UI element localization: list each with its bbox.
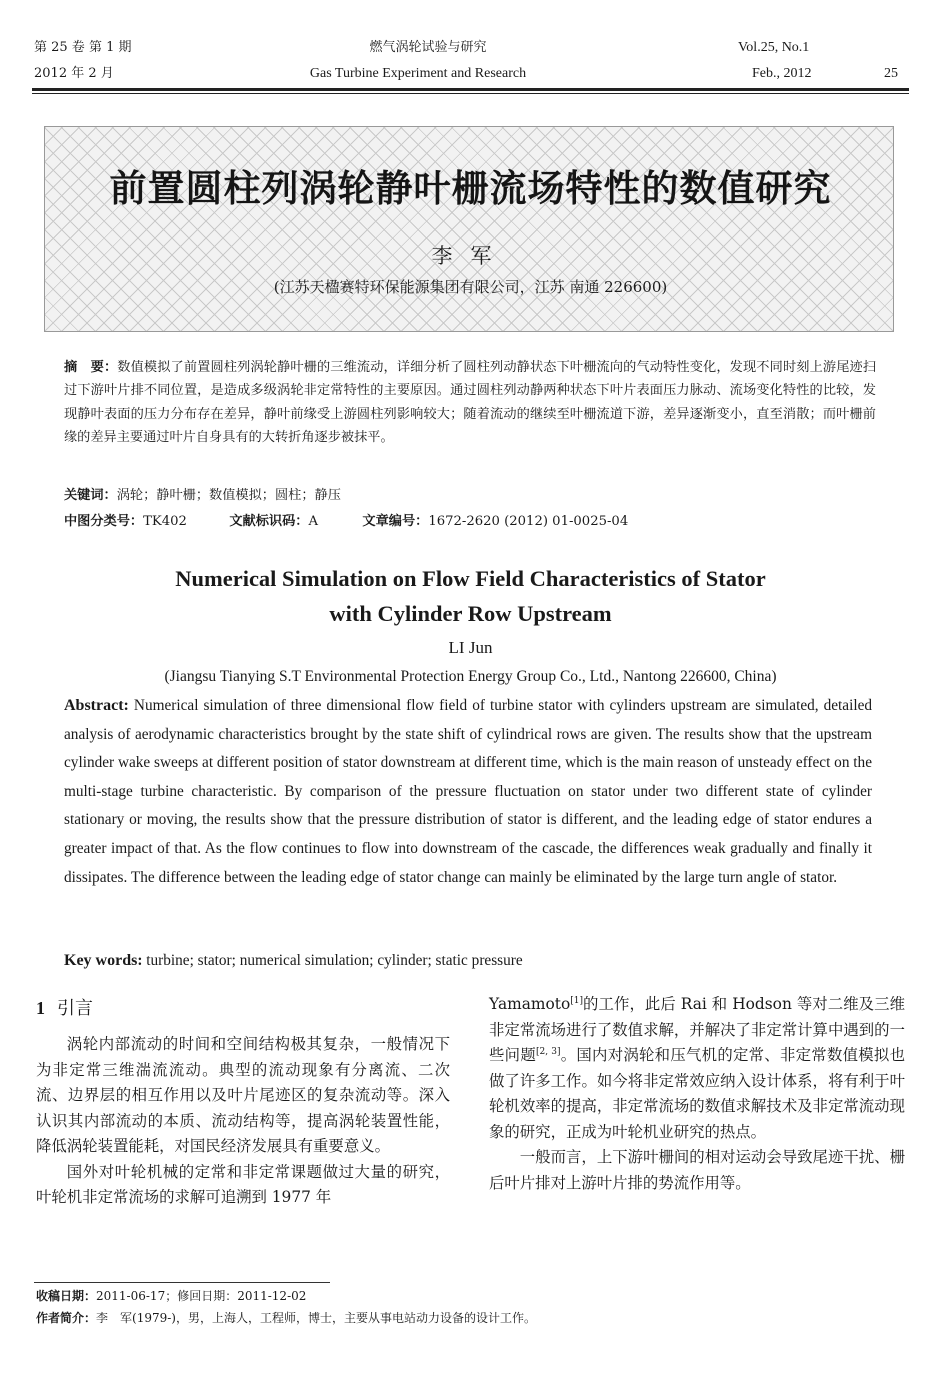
body-right-column: [489, 992, 905, 1196]
article-number-value: 1672-2620 (2012) 01-0025-04: [428, 514, 629, 529]
body-left-column: [36, 1032, 450, 1211]
title-en-line1: Numerical Simulation on Flow Field Characteristics of Stator: [175, 566, 766, 591]
title-banner: [44, 126, 894, 332]
section-number: 1: [36, 998, 45, 1018]
body-right-paragraph-1: [489, 992, 905, 1145]
author-en: LI Jun: [448, 638, 493, 657]
author-cn: 李军: [431, 244, 510, 268]
keywords-en: Key words: turbine; stator; numerical simulation; cylinder; static pressure: [64, 952, 523, 969]
abstract-en-label: Abstract: [64, 697, 124, 714]
footnote-author-bio: [36, 1309, 536, 1326]
abstract-en: Abstract: Numerical simulation of three dimensional flow field of turbine stator with cylinders upstream are simulated, detailed analysis of aerodynamic characteristics brought by the state shift of cylindrical rows are given. The results show that the upstream cylinder wake sweeps at different position of stator downstream at different time, which is the main reason of unsteady effect on the multi-stage turbine characteristic. By comparison of the pressure fluctuation on stator under two different state of cylinder stationary or moving, the results show that the pressure distribution of stator is different, and the leading edge of stator endures a greater impact of that. As the flow continues to flow into downstream of the cascade, the differences weak gradually and finally it dissipates. The difference between the leading edge of stator change can mainly be eliminated by the large turn angle of stator.: [64, 697, 873, 886]
abstract-en-text: Numerical simulation of three dimensional flow field of turbine stator with cylinders upstream are simulated, detailed analysis of aerodynamic characteristics brought by the state shift of cylindrical rows are given. The results show that the upstream cylinder wake sweeps at different position of stator downstream at different time, which is the main reason of unsteady effect on the multi-stage turbine characteristic. By comparison of the pressure fluctuation on stator under two different state of cylinder stationary or moving, the results show that the pressure distribution of stator is different, and the leading edge of stator endures a greater impact of that. As the flow continues to flow into downstream of the cascade, the differences weak gradually and finally it dissipates. The difference between the leading edge of stator change can mainly be eliminated by the large turn angle of stator.: [64, 697, 873, 886]
header-volume-issue: 第 25 卷 第 1 期: [34, 40, 132, 55]
header-rule-thin: [32, 93, 909, 94]
header-date-en: Feb., 2012: [752, 66, 812, 81]
body-left-paragraph-1: 涡轮内部流动的时间和空间结构极其复杂，一般情况下为非定常三维湍流流动。典型的流动现象有分离流、二次流、边界层的相互作用以及叶片尾迹区的复杂流动等。深入认识其内部流动的本质、流动结构等，提高涡轮装置性能，降低涡轮装置能耗，对国民经济发展具有重要意义。: [36, 1035, 450, 1155]
header-rule-thick: [32, 88, 909, 91]
keywords-cn: [64, 486, 341, 506]
page-number: 25: [884, 66, 898, 81]
keywords-en-label: Key words: [64, 952, 138, 969]
header-volume-en: Vol.25, No.1: [738, 40, 810, 55]
footnote-rule: [34, 1282, 330, 1283]
citation-2-3: [2, 3]: [535, 1047, 561, 1057]
doc-code-value: A: [308, 514, 319, 529]
body-right-text-c: 。国内对涡轮和压气机的定常、非定常数值模拟也做了许多工作。如今将非定常效应纳入设计体系，将有利于叶轮机效率的提高，非定常流场的数值求解技术及非定常流动现象的研究，正成为叶轮机业研究的热点。: [489, 1046, 905, 1141]
affiliation-cn: (江苏天楹赛特环保能源集团有限公司，江苏 南通 226600): [273, 278, 668, 296]
abstract-cn-text: 数值模拟了前置圆柱列涡轮静叶栅的三维流动，详细分析了圆柱列动静状态下叶栅流向的气动特性变化，发现不同时刻上游尾迹扫过下游叶片排不同位置，是造成多级涡轮非定常特性的主要原因。通过圆柱列动静两种状态下叶片表面压力脉动、流场变化特性的比较，发现静叶表面的压力分布存在差异，静叶前缘受上游圆柱列影响较大；随着流动的继续至叶栅流道下游，差异逐渐变小，直至消散；而叶栅前缘的差异主要通过叶片自身具有的大转折角逐步被抹平。: [64, 360, 877, 446]
body-right-text-a: Yamamoto: [489, 995, 571, 1013]
citation-1: [1]: [570, 996, 583, 1006]
doc-code-label: 文献标识码：: [229, 514, 309, 529]
header-date-cn: 2012 年 2 月: [34, 66, 114, 81]
affiliation-en: (Jiangsu Tianying S.T Environmental Protection Energy Group Co., Ltd., Nantong 226600, China): [164, 668, 777, 685]
article-number-label: 文章编号：: [362, 514, 429, 529]
clc-value: TK402: [143, 514, 187, 529]
header-journal-en: Gas Turbine Experiment and Research: [309, 66, 527, 81]
clc-label: 中图分类号：: [64, 514, 144, 529]
keywords-cn-label: 关键词：: [64, 488, 117, 503]
body-right-paragraph-2: 一般而言，上下游叶栅间的相对运动会导致尾迹干扰、栅后叶片排对上游叶片排的势流作用等。: [489, 1148, 905, 1192]
footnote-bio-label: 作者简介：: [36, 1311, 97, 1325]
footnote-dates: [36, 1287, 306, 1304]
classification-line: [64, 512, 628, 532]
keywords-en-text: turbine; stator; numerical simulation; cylinder; static pressure: [146, 952, 523, 969]
abstract-cn-label: 摘 要：: [64, 360, 118, 375]
header-journal-cn: 燃气涡轮试验与研究: [369, 40, 487, 55]
footnote-dates-text: 2011-06-17；修回日期：2011-12-02: [96, 1289, 307, 1303]
section-title: 引言: [57, 998, 93, 1019]
keywords-cn-text: 涡轮；静叶栅；数值模拟；圆柱；静压: [116, 488, 341, 503]
title-cn: 前置圆柱列涡轮静叶栅流场特性的数值研究: [109, 167, 832, 210]
body-right-text-b: 的工作，此后 Rai 和 Hodson 等对二维及三维非定常流场进行了数值求解，并解决了非定常计算中遇到的一些问题: [489, 995, 905, 1064]
title-en-line2: with Cylinder Row Upstream: [329, 601, 612, 626]
section-heading: [36, 994, 93, 1020]
footnote-dates-label: 收稿日期：: [36, 1289, 97, 1303]
body-left-paragraph-2: 国外对叶轮机械的定常和非定常课题做过大量的研究，叶轮机非定常流场的求解可追溯到 1977 年: [36, 1162, 450, 1206]
footnote-bio-text: 李 军(1979-)，男，上海人，工程师，博士，主要从事电站动力设备的设计工作。: [96, 1311, 536, 1325]
abstract-cn: [64, 356, 876, 450]
